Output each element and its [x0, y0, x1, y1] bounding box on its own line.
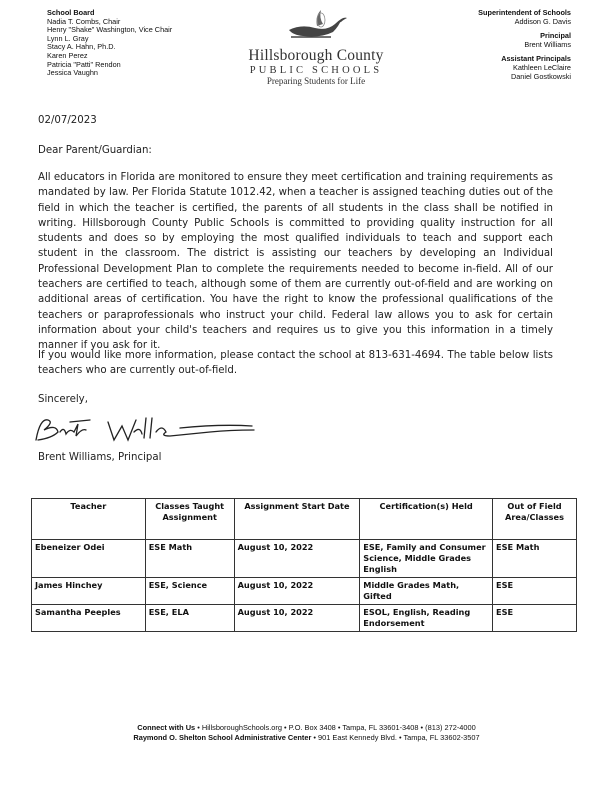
letter-paragraph: All educators in Florida are monitored to ensure they meet certification and training requirements as mandated by law. Per Florida Statute 1012.42, when a teacher is assigned teaching duties out of the field in which the teacher is certified, the parents of all students in the class shall be notified in writing. Hillsborough County Public Schools is committed to providing quality instruction for all students and does so by employing the most qualified individuals to teach and support each student in the classroom. The district is assisting our teachers by developing an Individual Professional Development Plan to complete the requirements needed to become in-field. All of our teachers are certified to teach, although some of them are currently out-of-field and are working on additional areas of certification. You have the right to know the professional qualifications of the teachers or paraprofessionals who instruct your child. Federal law allows you to ask for certain information about your child's teachers and requires us to give you this information in a timely manner if you ask for it.	[38, 172, 553, 352]
handwritten-signature	[30, 410, 260, 450]
salutation: Dear Parent/Guardian:	[38, 145, 152, 156]
table-header-row	[32, 499, 577, 540]
table-cell: Ebeneizer Odei	[32, 540, 146, 578]
table-cell: ESE Math	[145, 540, 234, 578]
letter-paragraph: If you would like more information, please contact the school at 813-631-4694. The table below lists teachers who are currently out-of-field.	[38, 350, 553, 377]
column-header: Certification(s) Held	[360, 499, 493, 540]
board-member: Henry "Shake" Washington, Vice Chair	[47, 25, 173, 35]
assistant-principal-name: Daniel Gostkowski	[510, 71, 571, 81]
footer-label: Connect with Us	[137, 723, 196, 732]
letterhead-footer	[0, 723, 613, 743]
assistant-principals-heading: Assistant Principals	[501, 54, 571, 64]
superintendent-name: Addison G. Davis	[514, 16, 571, 26]
board-member: Stacy A. Hahn, Ph.D.	[47, 42, 116, 52]
column-header: Out of Field Area/Classes	[493, 499, 577, 540]
footer-contact: • HillsboroughSchools.org • P.O. Box 3408 • Tampa, FL 33601-3408 • (813) 272-4000	[195, 723, 476, 732]
footer-address: • 901 East Kennedy Blvd. • Tampa, FL 33602-3507	[311, 733, 480, 742]
district-tagline: Preparing Students for Life	[266, 76, 366, 86]
table-cell: Samantha Peeples	[32, 605, 146, 632]
closing: Sincerely,	[38, 394, 88, 405]
column-header: Classes Taught Assignment	[145, 499, 234, 540]
table-row	[32, 578, 577, 605]
signatory-name: Brent Williams, Principal	[38, 452, 162, 463]
table-cell: ESE, Science	[145, 578, 234, 605]
board-member: Patricia "Patti" Rendon	[47, 59, 121, 69]
table-cell: Middle Grades Math, Gifted	[360, 578, 493, 605]
table-cell: ESE Math	[493, 540, 577, 578]
principal-name: Brent Williams	[524, 39, 571, 49]
school-board-list	[47, 9, 172, 78]
table-cell: August 10, 2022	[234, 540, 360, 578]
table-cell: ESE, ELA	[145, 605, 234, 632]
column-header: Teacher	[32, 499, 146, 540]
table-row	[32, 605, 577, 632]
district-name: Hillsborough County	[248, 47, 384, 64]
board-member: Lynn L. Gray	[47, 33, 89, 43]
district-subtitle: PUBLIC SCHOOLS	[249, 65, 383, 76]
board-member: Nadia T. Combs, Chair	[47, 16, 121, 26]
column-header: Assignment Start Date	[234, 499, 360, 540]
district-logo	[226, 6, 406, 86]
principal-heading: Principal	[540, 31, 571, 41]
assistant-principal-name: Kathleen LeClaire	[512, 62, 571, 72]
lamp-of-learning-icon	[281, 6, 351, 40]
table-cell: ESE	[493, 578, 577, 605]
school-board-heading: School Board	[47, 8, 95, 17]
table-cell: ESOL, English, Reading Endorsement	[360, 605, 493, 632]
administration-list	[478, 9, 571, 81]
table-cell: August 10, 2022	[234, 578, 360, 605]
board-member: Karen Perez	[47, 50, 88, 60]
out-of-field-teachers-table	[31, 498, 577, 632]
superintendent-heading: Superintendent of Schools	[478, 8, 571, 17]
board-member: Jessica Vaughn	[47, 68, 98, 78]
table-cell: August 10, 2022	[234, 605, 360, 632]
table-cell: ESE	[493, 605, 577, 632]
letter-date: 02/07/2023	[38, 115, 97, 126]
table-cell: James Hinchey	[32, 578, 146, 605]
table-row	[32, 540, 577, 578]
footer-label: Raymond O. Shelton School Administrative Center	[133, 733, 312, 742]
table-cell: ESE, Family and Consumer Science, Middle Grades English	[360, 540, 493, 578]
